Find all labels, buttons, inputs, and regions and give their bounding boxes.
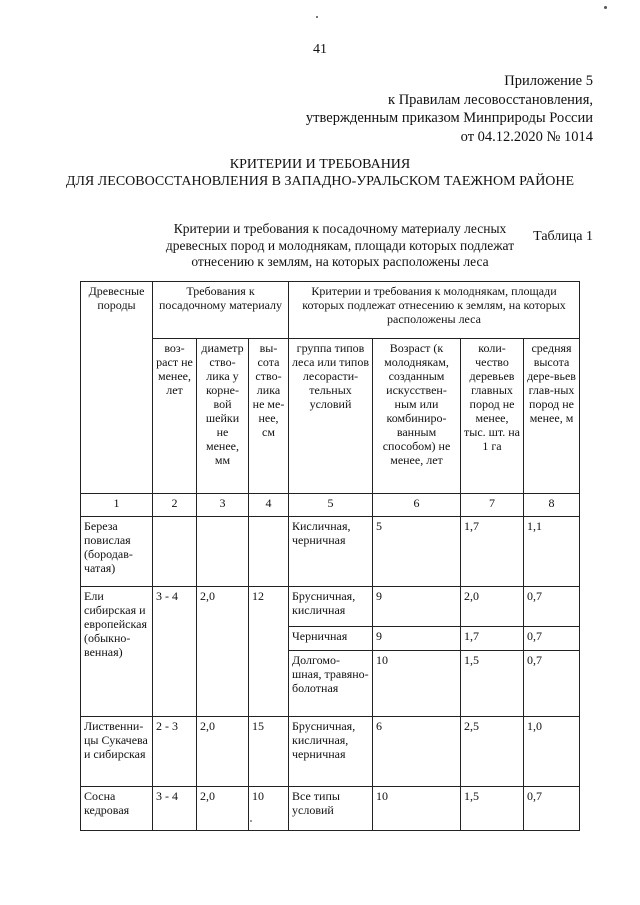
header-species: Древесные породы bbox=[81, 282, 153, 494]
avg-height-cell: 0,7 bbox=[524, 587, 580, 627]
subheader-forest-type: группа типов леса или типов лесорасти-тельных условий bbox=[289, 339, 373, 494]
caption-line: отнесению к землям, на которых расположены леса bbox=[191, 254, 489, 269]
criteria-table bbox=[80, 281, 580, 831]
caption-line: Критерии и требования к посадочному материалу лесных bbox=[173, 221, 507, 236]
avg-height-cell: 1,0 bbox=[524, 717, 580, 787]
species-cell: Сосна кедровая bbox=[81, 787, 153, 831]
table-row bbox=[81, 717, 580, 787]
table-row bbox=[81, 787, 580, 831]
diameter-cell: 2,0 bbox=[197, 787, 249, 831]
tree-count-cell: 1,7 bbox=[461, 627, 524, 651]
tree-count-cell: 1,7 bbox=[461, 517, 524, 587]
avg-height-cell: 1,1 bbox=[524, 517, 580, 587]
column-number: 7 bbox=[461, 494, 524, 517]
title-line: ДЛЯ ЛЕСОВОССТАНОВЛЕНИЯ В ЗАПАДНО-УРАЛЬСКОМ ТАЕЖНОМ РАЙОНЕ bbox=[65, 174, 575, 189]
young-age-cell: 5 bbox=[373, 517, 461, 587]
appendix-line: утвержденным приказом Минприроды России bbox=[305, 110, 593, 126]
subheader-height: вы-сота ство-лика не ме-нее, см bbox=[249, 339, 289, 494]
table-label: Таблица 1 bbox=[533, 229, 593, 244]
subheader-young-age: Возраст (к молоднякам, созданным искусствен-ным или комбиниро-ванным способом) не менее, лет bbox=[373, 339, 461, 494]
young-age-cell: 10 bbox=[373, 651, 461, 717]
diameter-cell: 2,0 bbox=[197, 587, 249, 717]
appendix-header bbox=[306, 72, 593, 146]
forest-type-cell: Все типы условий bbox=[289, 787, 373, 831]
scan-speck bbox=[604, 6, 607, 9]
appendix-line: Приложение 5 bbox=[504, 73, 593, 89]
age-cell: 3 - 4 bbox=[153, 587, 197, 717]
species-cell: Лиственни-цы Сукачева и сибирская bbox=[81, 717, 153, 787]
column-number: 6 bbox=[373, 494, 461, 517]
age-cell: 2 - 3 bbox=[153, 717, 197, 787]
tree-count-cell: 1,5 bbox=[461, 787, 524, 831]
title-line: КРИТЕРИИ И ТРЕБОВАНИЯ bbox=[229, 157, 411, 172]
column-number: 3 bbox=[197, 494, 249, 517]
young-age-cell: 6 bbox=[373, 717, 461, 787]
tree-count-cell: 1,5 bbox=[461, 651, 524, 717]
species-cell: Береза повислая (бородав-чатая) bbox=[81, 517, 153, 587]
forest-type-cell: Черничная bbox=[289, 627, 373, 651]
column-number: 4 bbox=[249, 494, 289, 517]
age-cell bbox=[153, 517, 197, 587]
column-number: 1 bbox=[81, 494, 153, 517]
column-number: 8 bbox=[524, 494, 580, 517]
young-age-cell: 9 bbox=[373, 627, 461, 651]
height-cell: 12 bbox=[249, 587, 289, 717]
appendix-line: от 04.12.2020 № 1014 bbox=[460, 128, 593, 145]
age-cell: 3 - 4 bbox=[153, 787, 197, 831]
subheader-tree-count: коли-чество деревьев главных пород не менее, тыс. шт. на 1 га bbox=[461, 339, 524, 494]
forest-type-cell: Брусничная, кисличная bbox=[289, 587, 373, 627]
avg-height-cell: 0,7 bbox=[524, 627, 580, 651]
column-number: 2 bbox=[153, 494, 197, 517]
avg-height-cell: 0,7 bbox=[524, 787, 580, 831]
species-cell: Ели сибирская и европейская (обыкно-венная) bbox=[81, 587, 153, 717]
young-age-cell: 9 bbox=[373, 587, 461, 627]
diameter-cell: 2,0 bbox=[197, 717, 249, 787]
appendix-line: к Правилам лесовосстановления, bbox=[388, 91, 593, 108]
forest-type-cell: Брусничная, кисличная, черничная bbox=[289, 717, 373, 787]
document-title bbox=[0, 156, 640, 190]
tree-count-cell: 2,0 bbox=[461, 587, 524, 627]
scan-speck bbox=[316, 16, 318, 18]
table-caption bbox=[140, 221, 540, 271]
avg-height-cell: 0,7 bbox=[524, 651, 580, 717]
tree-count-cell: 2,5 bbox=[461, 717, 524, 787]
height-cell: 10 bbox=[249, 787, 289, 831]
subheader-diameter: диаметр ство-лика у корне-вой шейки не менее, мм bbox=[197, 339, 249, 494]
table-row bbox=[81, 587, 580, 627]
table-row bbox=[81, 517, 580, 587]
subheader-avg-height: средняя высота дере-вьев глав-ных пород не менее, м bbox=[524, 339, 580, 494]
height-cell: 15 bbox=[249, 717, 289, 787]
height-cell bbox=[249, 517, 289, 587]
column-number: 5 bbox=[289, 494, 373, 517]
forest-type-cell: Кисличная, черничная bbox=[289, 517, 373, 587]
header-young-stands: Критерии и требования к молоднякам, площади которых подлежат отнесению к землям, на которых расположены леса bbox=[289, 282, 580, 339]
subheader-age: воз-раст не менее, лет bbox=[153, 339, 197, 494]
forest-type-cell: Долгомо-шная, травяно-болотная bbox=[289, 651, 373, 717]
diameter-cell bbox=[197, 517, 249, 587]
header-planting-material: Требования к посадочному материалу bbox=[153, 282, 289, 339]
page-number: 41 bbox=[313, 42, 327, 57]
young-age-cell: 10 bbox=[373, 787, 461, 831]
caption-line: древесных пород и молоднякам, площади которых подлежат bbox=[165, 237, 515, 253]
